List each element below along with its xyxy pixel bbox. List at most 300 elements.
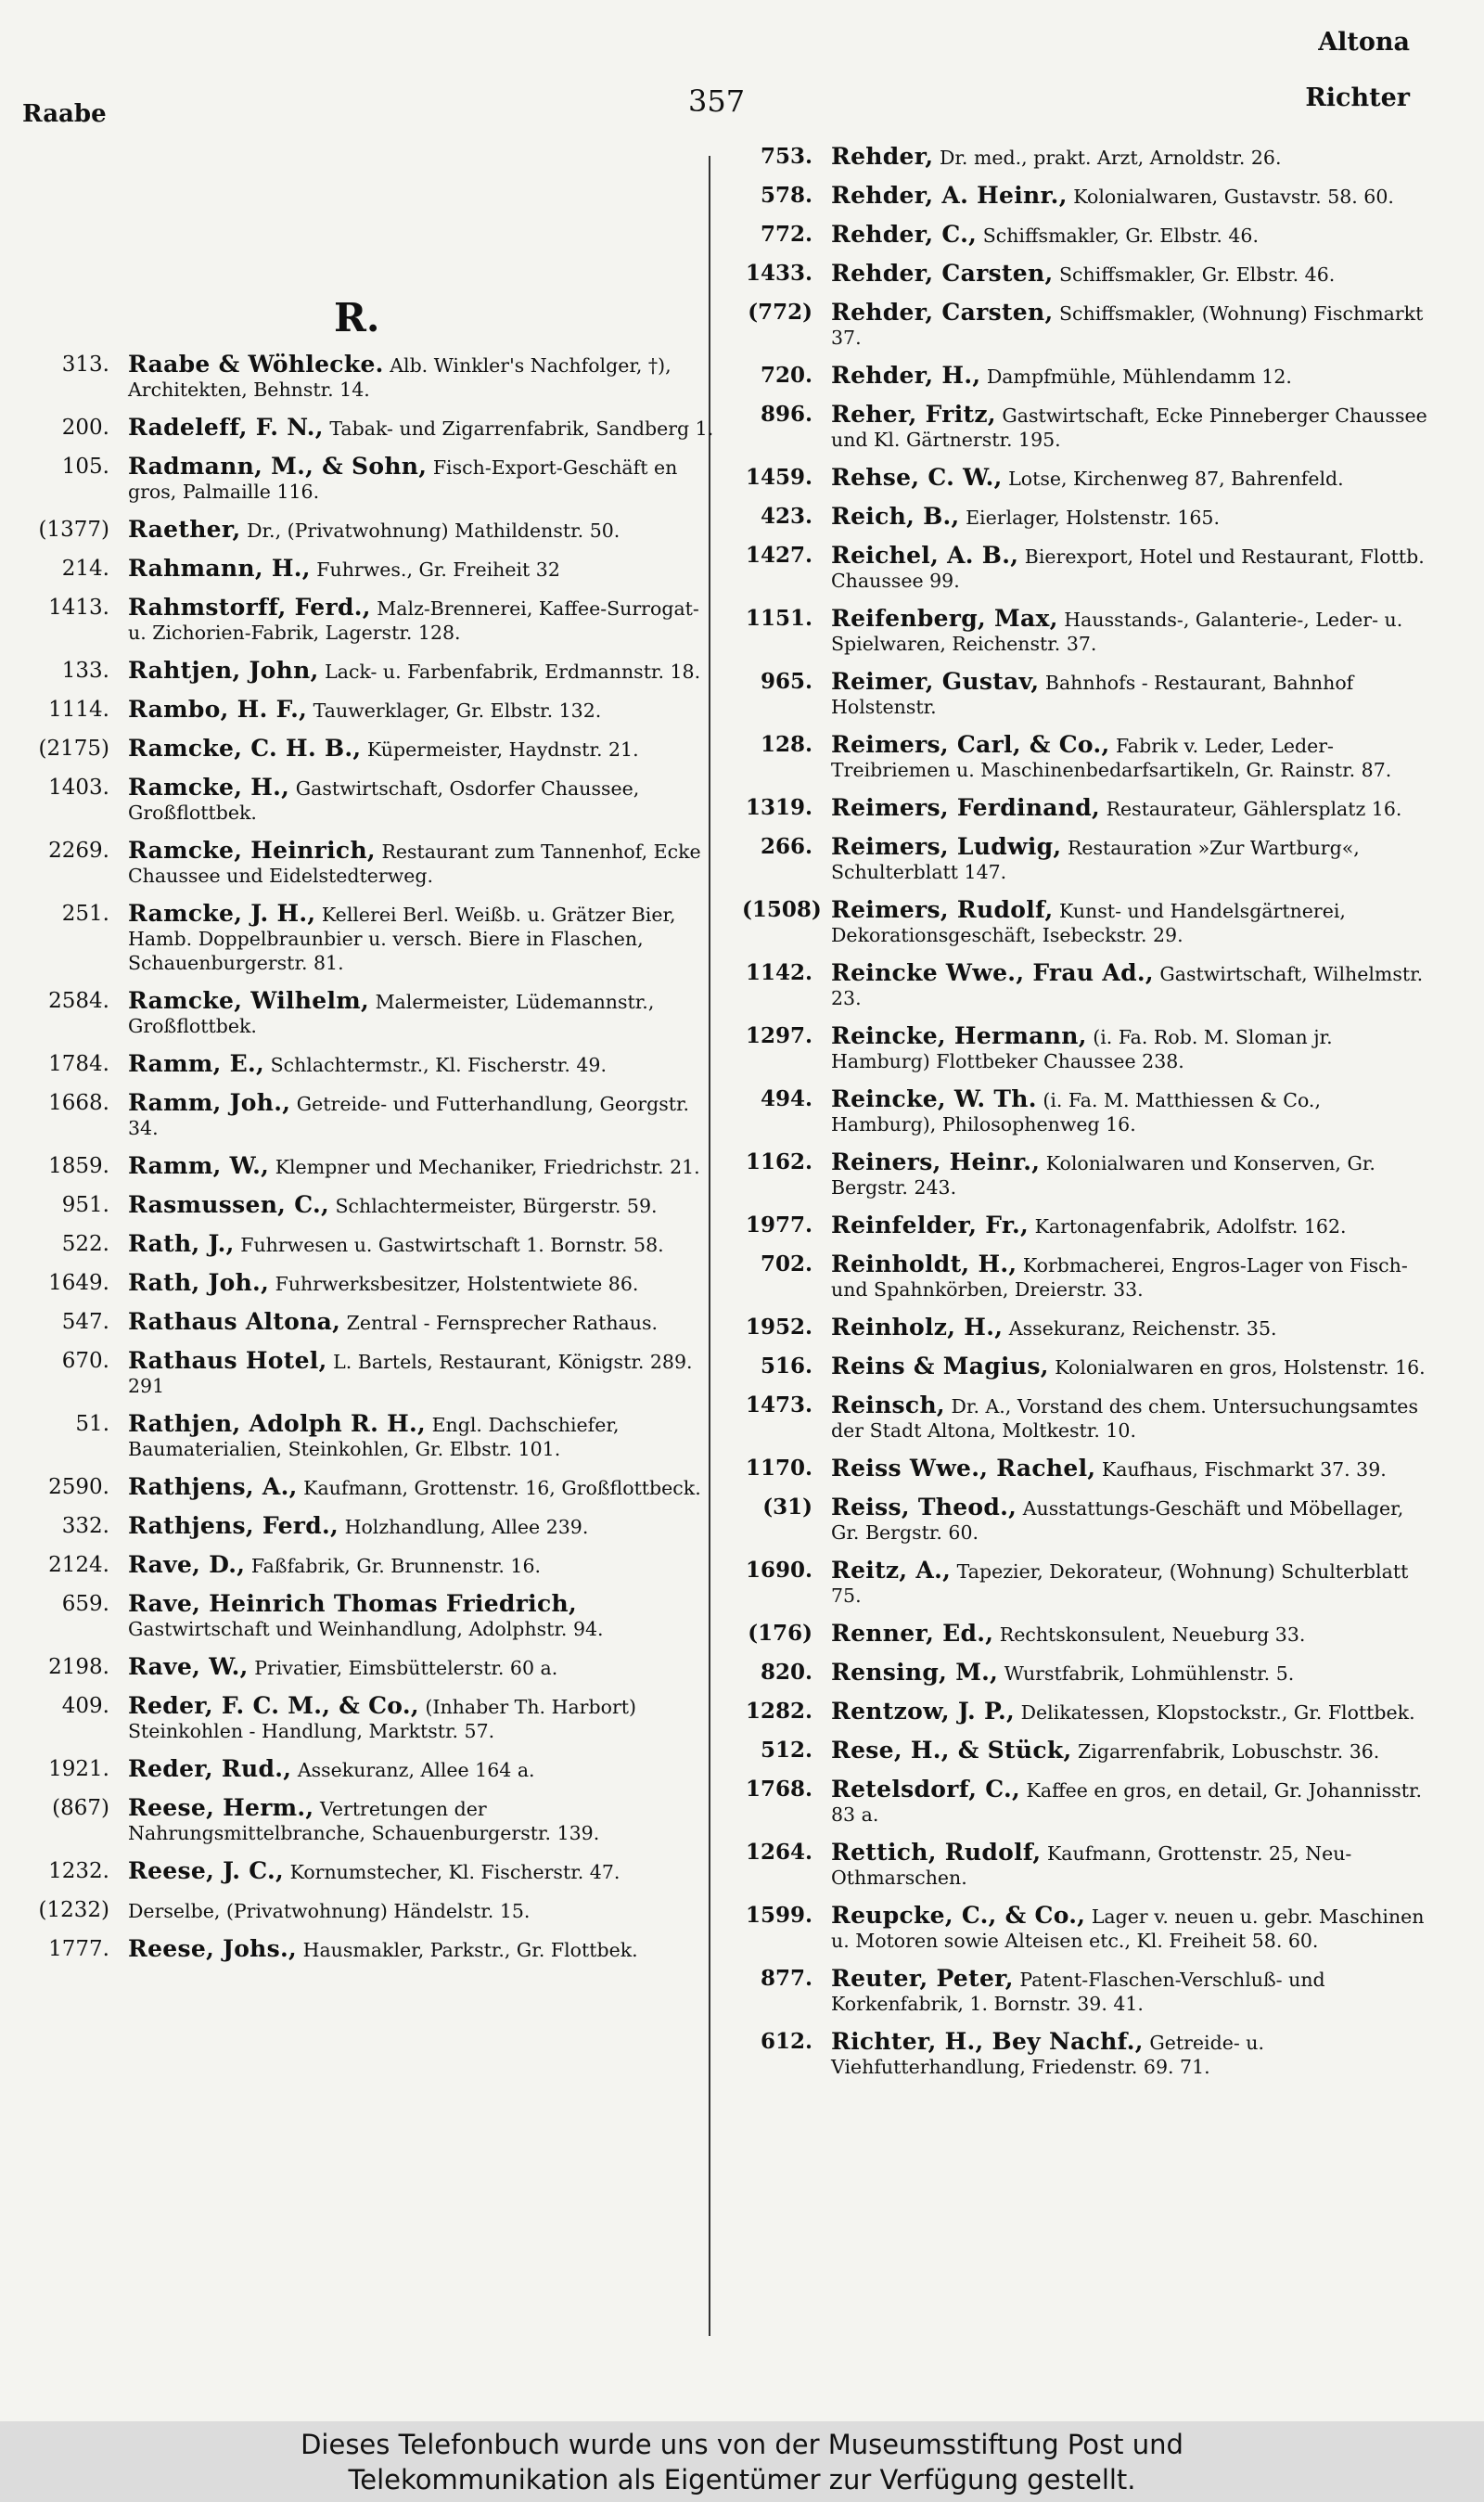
entry-phone-number: 1403. <box>48 776 109 800</box>
footer-line-2: Telekommunikation als Eigentümer zur Verfügung gestellt. <box>348 2464 1136 2496</box>
entry-phone-number: 1859. <box>48 1154 109 1178</box>
entry-name: Rathaus Altona, <box>128 1308 341 1335</box>
entry-body <box>831 1495 1428 1545</box>
entry-phone-number: 820. <box>760 1660 812 1685</box>
entry-name: Reich, B., <box>831 503 960 530</box>
entry-phone-number: 133. <box>61 659 109 683</box>
entry-details: Tabak- und Zigarrenfabrik, Sandberg 1. <box>329 417 714 440</box>
entry-phone-number: 720. <box>760 363 812 388</box>
entry-phone-number: 1599. <box>745 1903 812 1928</box>
entry-name: Reese, J. C., <box>128 1857 285 1884</box>
directory-entry <box>742 1661 1428 1686</box>
entry-body <box>128 1193 722 1218</box>
entry-details: Restaurateur, Gählersplatz 16. <box>1106 798 1402 820</box>
directory-entry <box>17 1898 722 1923</box>
entry-name: Raabe & Wöhlecke. <box>128 351 384 378</box>
directory-entry <box>742 1024 1428 1073</box>
entry-name: Ramm, E., <box>128 1050 265 1077</box>
entry-name: Reimers, Ludwig, <box>831 833 1062 860</box>
entry-body <box>831 796 1428 821</box>
directory-entry <box>742 1841 1428 1890</box>
directory-entry <box>742 2030 1428 2079</box>
directory-entry <box>17 1514 722 1539</box>
entry-details: Getreide- u. Viehfutterhandlung, Friedenstr. 69. 71. <box>831 2032 1264 2078</box>
entry-details: Schlachtermeister, Bürgerstr. 59. <box>335 1195 658 1217</box>
directory-entry <box>17 1052 722 1077</box>
entry-phone-number: 877. <box>760 1966 812 1991</box>
entry-phone-number: 1921. <box>48 1757 109 1781</box>
entry-body <box>128 455 722 504</box>
entry-phone-number: 2198. <box>48 1655 109 1679</box>
directory-entry <box>742 1622 1428 1647</box>
entry-body <box>128 518 722 543</box>
entry-name: Reiss, Theod., <box>831 1494 1017 1520</box>
directory-entry <box>17 1937 722 1962</box>
entry-phone-number: 951. <box>61 1193 109 1217</box>
entry-phone-number: 1977. <box>745 1213 812 1238</box>
entry-details: Privatier, Eimsbüttelerstr. 60 a. <box>254 1657 558 1679</box>
entry-details: Bierexport, Hotel und Restaurant, Flottb. Chaussee 99. <box>831 545 1425 592</box>
entry-body <box>128 1349 722 1398</box>
entry-name: Reimers, Rudolf, <box>831 896 1054 923</box>
entry-phone-number: 1459. <box>745 465 812 490</box>
directory-entry <box>17 659 722 684</box>
entry-details: Schiffsmakler, Gr. Elbstr. 46. <box>982 225 1259 247</box>
entry-details: Kaufhaus, Fischmarkt 37. 39. <box>1101 1458 1387 1481</box>
entry-body <box>831 1213 1428 1238</box>
entry-body <box>128 416 722 441</box>
entry-body <box>831 733 1428 782</box>
directory-entry <box>742 1087 1428 1136</box>
entry-phone-number: (867) <box>52 1796 109 1820</box>
entry-phone-number: 659. <box>61 1592 109 1616</box>
directory-entry <box>742 961 1428 1010</box>
entry-phone-number: (1377) <box>38 518 109 542</box>
directory-entry <box>17 1154 722 1179</box>
directory-entry <box>17 1271 722 1296</box>
entry-phone-number: 702. <box>760 1251 812 1277</box>
directory-entry <box>17 557 722 582</box>
entry-details: (i. Fa. M. Matthiessen & Co., Hamburg), Philosophenweg 16. <box>831 1089 1321 1136</box>
entry-body <box>831 145 1428 170</box>
directory-entry <box>17 1859 722 1884</box>
entry-details: Gastwirtschaft, Osdorfer Chaussee, Großflottbek. <box>128 777 640 824</box>
entry-name: Raether, <box>128 516 241 543</box>
entry-details: L. Bartels, Restaurant, Königstr. 289. 291 <box>128 1351 693 1397</box>
entry-phone-number: 494. <box>760 1086 812 1111</box>
entry-phone-number: 128. <box>760 732 812 757</box>
entry-details: Hausstands-, Galanterie-, Leder- u. Spielwaren, Reichenstr. 37. <box>831 609 1403 655</box>
header-right-word: Richter <box>1305 83 1410 112</box>
entry-name: Reiss Wwe., Rachel, <box>831 1455 1096 1482</box>
page-number: 357 <box>688 83 746 119</box>
directory-entry <box>17 839 722 888</box>
entry-name: Rehse, C. W., <box>831 464 1003 491</box>
entry-name: Richter, H., Bey Nachf., <box>831 2028 1144 2055</box>
directory-entry <box>17 1091 722 1140</box>
entry-details: Assekuranz, Allee 164 a. <box>297 1759 535 1781</box>
entry-phone-number: 1952. <box>745 1315 812 1340</box>
entry-body <box>831 505 1428 530</box>
entry-details: Zigarrenfabrik, Lobuschstr. 36. <box>1078 1740 1380 1763</box>
entry-body <box>831 364 1428 389</box>
entry-details: Korbmacherei, Engros-Lager von Fisch- und Spahnkörben, Dreierstr. 33. <box>831 1254 1408 1301</box>
entry-phone-number: (176) <box>748 1621 812 1646</box>
entry-name: Rambo, H. F., <box>128 696 308 723</box>
entry-details: Hausmakler, Parkstr., Gr. Flottbek. <box>302 1939 638 1961</box>
directory-entry <box>742 1315 1428 1341</box>
directory-entry <box>742 607 1428 656</box>
entry-name: Renner, Ed., <box>831 1620 994 1647</box>
entry-details: Gastwirtschaft, Wilhelmstr. 23. <box>831 963 1424 1009</box>
entry-body <box>831 301 1428 350</box>
directory-entry <box>742 1393 1428 1443</box>
entry-details: Küpermeister, Haydnstr. 21. <box>366 738 639 761</box>
entry-phone-number: 1282. <box>745 1699 812 1724</box>
entry-details: Vertretungen der Nahrungsmittelbranche, Schauenburgerstr. 139. <box>128 1798 600 1844</box>
entry-details: Engl. Dachschiefer, Baumaterialien, Steinkohlen, Gr. Elbstr. 101. <box>128 1414 620 1460</box>
directory-entry <box>742 1739 1428 1764</box>
directory-entry <box>742 1967 1428 2016</box>
entry-details: Wurstfabrik, Lohmühlenstr. 5. <box>1004 1662 1295 1685</box>
entry-phone-number: (1232) <box>38 1898 109 1922</box>
entry-body <box>128 596 722 645</box>
entry-phone-number: 512. <box>760 1738 812 1763</box>
entry-body <box>128 1859 722 1884</box>
directory-entry <box>17 596 722 645</box>
directory-entry <box>742 466 1428 491</box>
directory-entry <box>17 455 722 504</box>
entry-details: Rechtskonsulent, Neueburg 33. <box>999 1623 1306 1646</box>
entry-details: Delikatessen, Klopstockstr., Gr. Flottbek. <box>1020 1701 1415 1724</box>
entry-phone-number: 1690. <box>745 1558 812 1583</box>
entry-name: Reincke, Hermann, <box>831 1022 1087 1049</box>
entry-phone-number: 51. <box>75 1412 109 1436</box>
entry-name: Reitz, A., <box>831 1557 952 1584</box>
entry-phone-number: 2590. <box>48 1475 109 1499</box>
entry-body <box>128 1232 722 1257</box>
entry-name: Reinholz, H., <box>831 1314 1004 1341</box>
entry-body <box>128 902 722 975</box>
entry-body <box>128 1898 722 1923</box>
directory-entry <box>17 353 722 402</box>
entry-body <box>831 835 1428 884</box>
entry-phone-number: 1427. <box>745 543 812 568</box>
entry-body <box>128 1655 722 1680</box>
entry-phone-number: 1319. <box>745 795 812 820</box>
entry-name: Reifenberg, Max, <box>831 605 1058 632</box>
directory-entry <box>17 1655 722 1680</box>
entry-name: Rathaus Hotel, <box>128 1347 327 1374</box>
entry-name: Reins & Magius, <box>831 1353 1049 1379</box>
entry-phone-number: 1264. <box>745 1840 812 1865</box>
directory-entry <box>17 1232 722 1257</box>
entry-details: Dampfmühle, Mühlendamm 12. <box>986 366 1292 388</box>
entry-body <box>831 898 1428 947</box>
entry-phone-number: 753. <box>760 144 812 169</box>
entry-phone-number: 965. <box>760 669 812 694</box>
entry-name: Rahmann, H., <box>128 555 311 582</box>
entry-phone-number: 251. <box>61 902 109 926</box>
entry-name: Rettich, Rudolf, <box>831 1839 1042 1866</box>
entry-name: Rese, H., & Stück, <box>831 1737 1072 1764</box>
entry-name: Rathjens, A., <box>128 1473 298 1500</box>
entry-body <box>831 1559 1428 1608</box>
entry-details: Kaufmann, Grottenstr. 25, Neu-Othmarschen. <box>831 1842 1352 1889</box>
entry-name: Rehder, H., <box>831 362 981 389</box>
entry-details: Dr. A., Vorstand des chem. Untersuchungsamtes der Stadt Altona, Moltkestr. 10. <box>831 1395 1418 1442</box>
entry-name: Reinholdt, H., <box>831 1251 1017 1277</box>
entry-phone-number: 1151. <box>745 606 812 631</box>
directory-entry <box>17 1349 722 1398</box>
entry-details: Restauration »Zur Wartburg«, Schulterblatt 147. <box>831 837 1360 883</box>
entry-details: Malermeister, Lüdemannstr., Großflottbek. <box>128 991 655 1037</box>
entry-phone-number: (1508) <box>742 897 822 922</box>
entry-name: Reinsch, <box>831 1392 945 1418</box>
entry-body <box>831 1456 1428 1482</box>
entry-phone-number: 1170. <box>745 1456 812 1481</box>
entry-details: Kartonagenfabrik, Adolfstr. 162. <box>1034 1215 1347 1238</box>
entry-body <box>128 737 722 762</box>
entry-details: Schiffsmakler, (Wohnung) Fischmarkt 37. <box>831 302 1424 349</box>
directory-entry <box>17 1310 722 1335</box>
entry-name: Reimers, Carl, & Co., <box>831 731 1110 758</box>
entry-name: Ramm, W., <box>128 1152 270 1179</box>
entry-details: Tauwerklager, Gr. Elbstr. 132. <box>313 699 602 722</box>
entry-name: Rath, J., <box>128 1230 235 1257</box>
entry-name: Rehder, Carsten, <box>831 299 1054 326</box>
directory-entry <box>742 403 1428 452</box>
entry-phone-number: 200. <box>61 416 109 440</box>
entry-body <box>831 223 1428 248</box>
entry-details: Fuhrwes., Gr. Freiheit 32 <box>316 558 560 581</box>
entry-name: Reimer, Gustav, <box>831 668 1040 695</box>
directory-entry <box>742 1559 1428 1608</box>
entry-details: Kaufmann, Grottenstr. 16, Großflottbeck. <box>303 1477 701 1499</box>
entry-name: Rehder, <box>831 143 934 170</box>
entry-body <box>831 1393 1428 1443</box>
entry-body <box>831 1739 1428 1764</box>
entry-details: Holzhandlung, Allee 239. <box>344 1516 589 1538</box>
entry-phone-number: 2269. <box>48 839 109 863</box>
entry-details: Eierlager, Holstenstr. 165. <box>966 507 1220 529</box>
entry-body <box>831 262 1428 287</box>
entry-body <box>831 403 1428 452</box>
entry-phone-number: 1433. <box>745 261 812 286</box>
directory-entry <box>17 698 722 723</box>
entry-name: Rathjens, Ferd., <box>128 1512 339 1539</box>
entry-name: Reinfelder, Fr., <box>831 1212 1030 1238</box>
entry-phone-number: 313. <box>61 353 109 377</box>
directory-entry <box>17 737 722 762</box>
entry-name: Retelsdorf, C., <box>831 1776 1021 1803</box>
entry-details: Kellerei Berl. Weißb. u. Grätzer Bier, Hamb. Doppelbraunbier u. versch. Biere in Flaschen, Schauenburgerstr. 81. <box>128 904 676 974</box>
directory-entry <box>742 835 1428 884</box>
entry-body <box>128 1052 722 1077</box>
entry-details: Gastwirtschaft, Ecke Pinneberger Chaussee und Kl. Gärtnerstr. 195. <box>831 404 1427 451</box>
entry-phone-number: (31) <box>762 1495 812 1520</box>
entry-name: Ramcke, J. H., <box>128 900 316 927</box>
entry-name: Ramcke, H., <box>128 774 290 801</box>
entry-details: Schlachtermstr., Kl. Fischerstr. 49. <box>270 1054 607 1076</box>
entry-phone-number: 772. <box>760 222 812 247</box>
entry-body <box>128 353 722 402</box>
directory-entry <box>17 1757 722 1782</box>
entry-name: Reese, Johs., <box>128 1935 298 1962</box>
entry-body <box>128 1154 722 1179</box>
entry-details: Gastwirtschaft und Weinhandlung, Adolphstr. 94. <box>128 1618 604 1640</box>
entry-details: Fuhrwesen u. Gastwirtschaft 1. Bornstr. 58. <box>240 1234 664 1256</box>
entry-phone-number: 1142. <box>745 960 812 985</box>
entry-body <box>831 670 1428 719</box>
entry-phone-number: 105. <box>61 455 109 479</box>
entry-body <box>128 1514 722 1539</box>
entry-body <box>128 839 722 888</box>
directory-entry <box>17 416 722 441</box>
entry-body <box>831 1661 1428 1686</box>
entry-phone-number: 2584. <box>48 989 109 1013</box>
entry-name: Reher, Fritz, <box>831 401 996 428</box>
directory-entry <box>742 1700 1428 1725</box>
entry-phone-number: 516. <box>760 1354 812 1379</box>
entry-body <box>831 466 1428 491</box>
entry-details: Derselbe, (Privatwohnung) Händelstr. 15. <box>128 1900 531 1922</box>
entry-body <box>128 698 722 723</box>
entry-details: Bahnhofs - Restaurant, Bahnhof Holstenstr. <box>831 672 1354 718</box>
entry-name: Rath, Joh., <box>128 1269 270 1296</box>
directory-entry <box>742 1354 1428 1379</box>
entry-name: Reder, Rud., <box>128 1755 292 1782</box>
footer-notice <box>0 2421 1484 2502</box>
entry-details: Fisch-Export-Geschäft en gros, Palmaille 116. <box>128 456 678 503</box>
entry-body <box>128 1937 722 1962</box>
entry-body <box>128 776 722 825</box>
entry-details: Kunst- und Handelsgärtnerei, Dekorationsgeschäft, Isebeckstr. 29. <box>831 900 1346 946</box>
entry-body <box>831 1087 1428 1136</box>
entry-name: Rahtjen, John, <box>128 657 319 684</box>
entry-phone-number: 214. <box>61 557 109 581</box>
directory-entry <box>17 1193 722 1218</box>
entry-body <box>831 1700 1428 1725</box>
entry-body <box>831 1841 1428 1890</box>
entry-phone-number: 1297. <box>745 1023 812 1048</box>
entry-body <box>831 961 1428 1010</box>
directory-entry <box>17 518 722 543</box>
directory-entry <box>17 989 722 1038</box>
directory-entry <box>17 1475 722 1500</box>
entry-phone-number: 1668. <box>48 1091 109 1115</box>
entry-phone-number: 1768. <box>745 1777 812 1802</box>
directory-entry <box>742 145 1428 170</box>
entry-details: (Inhaber Th. Harbort) Steinkohlen - Handlung, Marktstr. 57. <box>128 1696 636 1742</box>
entry-body <box>831 1967 1428 2016</box>
entry-body <box>128 1271 722 1296</box>
entry-details: Zentral - Fernsprecher Rathaus. <box>346 1312 658 1334</box>
directory-entry <box>742 262 1428 287</box>
entry-details: Dr. med., prakt. Arzt, Arnoldstr. 26. <box>939 147 1282 169</box>
entry-name: Rehder, Carsten, <box>831 260 1054 287</box>
entry-phone-number: 1777. <box>48 1937 109 1961</box>
directory-entry <box>742 1495 1428 1545</box>
directory-entry <box>742 1904 1428 1953</box>
directory-entry <box>742 223 1428 248</box>
entry-body <box>128 557 722 582</box>
entry-name: Rasmussen, C., <box>128 1191 329 1218</box>
entry-details: Fabrik v. Leder, Leder-Treibriemen u. Maschinenbedarfsartikeln, Gr. Rainstr. 87. <box>831 735 1392 781</box>
entry-details: Malz-Brennerei, Kaffee-Surrogat- u. Zichorien-Fabrik, Lagerstr. 128. <box>128 597 699 644</box>
entry-body <box>831 1150 1428 1200</box>
directory-entry <box>17 1796 722 1845</box>
entry-details: Lotse, Kirchenweg 87, Bahrenfeld. <box>1008 468 1344 490</box>
entry-details: Kolonialwaren en gros, Holstenstr. 16. <box>1055 1356 1426 1379</box>
entry-details: Faßfabrik, Gr. Brunnenstr. 16. <box>250 1555 542 1577</box>
entry-body <box>831 1252 1428 1302</box>
entry-name: Reiners, Heinr., <box>831 1148 1041 1175</box>
directory-entry <box>742 1777 1428 1827</box>
header-city: Altona <box>1318 28 1410 57</box>
entry-phone-number: 612. <box>760 2029 812 2054</box>
right-column <box>742 145 1428 2093</box>
directory-entry <box>742 364 1428 389</box>
directory-entry <box>742 796 1428 821</box>
entry-phone-number: 332. <box>61 1514 109 1538</box>
entry-name: Rehder, A. Heinr., <box>831 182 1068 209</box>
directory-entry <box>17 776 722 825</box>
entry-name: Reincke Wwe., Frau Ad., <box>831 959 1154 986</box>
entry-details: Restaurant zum Tannenhof, Ecke Chaussee und Eidelstedterweg. <box>128 840 701 887</box>
entry-name: Reder, F. C. M., & Co., <box>128 1692 419 1719</box>
entry-details: Fuhrwerksbesitzer, Holstentwiete 86. <box>275 1273 639 1295</box>
entry-body <box>831 2030 1428 2079</box>
directory-entry <box>742 544 1428 593</box>
entry-name: Radeleff, F. N., <box>128 414 324 441</box>
entry-body <box>831 1622 1428 1647</box>
entry-details: Lager v. neuen u. gebr. Maschinen u. Motoren sowie Alteisen etc., Kl. Freiheit 58. 60. <box>831 1905 1425 1952</box>
entry-body <box>128 989 722 1038</box>
entry-body <box>128 1091 722 1140</box>
entry-name: Rathjen, Adolph R. H., <box>128 1410 427 1437</box>
entry-name: Reupcke, C., & Co., <box>831 1902 1086 1929</box>
entry-phone-number: 1784. <box>48 1052 109 1076</box>
entry-body <box>128 1592 722 1641</box>
entry-name: Ramm, Joh., <box>128 1089 291 1116</box>
entry-details: Kolonialwaren und Konserven, Gr. Bergstr. 243. <box>831 1152 1375 1199</box>
entry-name: Reichel, A. B., <box>831 542 1019 569</box>
entry-name: Rensing, M., <box>831 1659 999 1686</box>
entry-details: Ausstattungs-Geschäft und Möbellager, Gr. Bergstr. 60. <box>831 1497 1404 1544</box>
header-left-word: Raabe <box>22 100 107 128</box>
entry-details: Klempner und Mechaniker, Friedrichstr. 21. <box>275 1156 700 1178</box>
entry-phone-number: 547. <box>61 1310 109 1334</box>
entry-details: Alb. Winkler's Nachfolger, †), Architekten, Behnstr. 14. <box>128 354 672 401</box>
entry-details: Patent-Flaschen-Verschluß- und Korkenfabrik, 1. Bornstr. 39. 41. <box>831 1969 1325 2015</box>
entry-details: Kaffee en gros, en detail, Gr. Johannisstr. 83 a. <box>831 1779 1423 1826</box>
directory-entry <box>742 505 1428 530</box>
entry-body <box>128 1757 722 1782</box>
entry-name: Rave, D., <box>128 1551 246 1578</box>
directory-entry <box>742 1213 1428 1238</box>
directory-entry <box>742 1456 1428 1482</box>
entry-name: Radmann, M., & Sohn, <box>128 453 428 480</box>
entry-phone-number: 1232. <box>48 1859 109 1883</box>
entry-name: Rahmstorff, Ferd., <box>128 594 371 621</box>
directory-entry <box>742 733 1428 782</box>
entry-name: Reincke, W. Th. <box>831 1085 1037 1112</box>
directory-entry <box>742 1150 1428 1200</box>
entry-name: Rave, Heinrich Thomas Friedrich, <box>128 1590 577 1617</box>
directory-entry <box>17 1592 722 1641</box>
entry-phone-number: 896. <box>760 402 812 427</box>
